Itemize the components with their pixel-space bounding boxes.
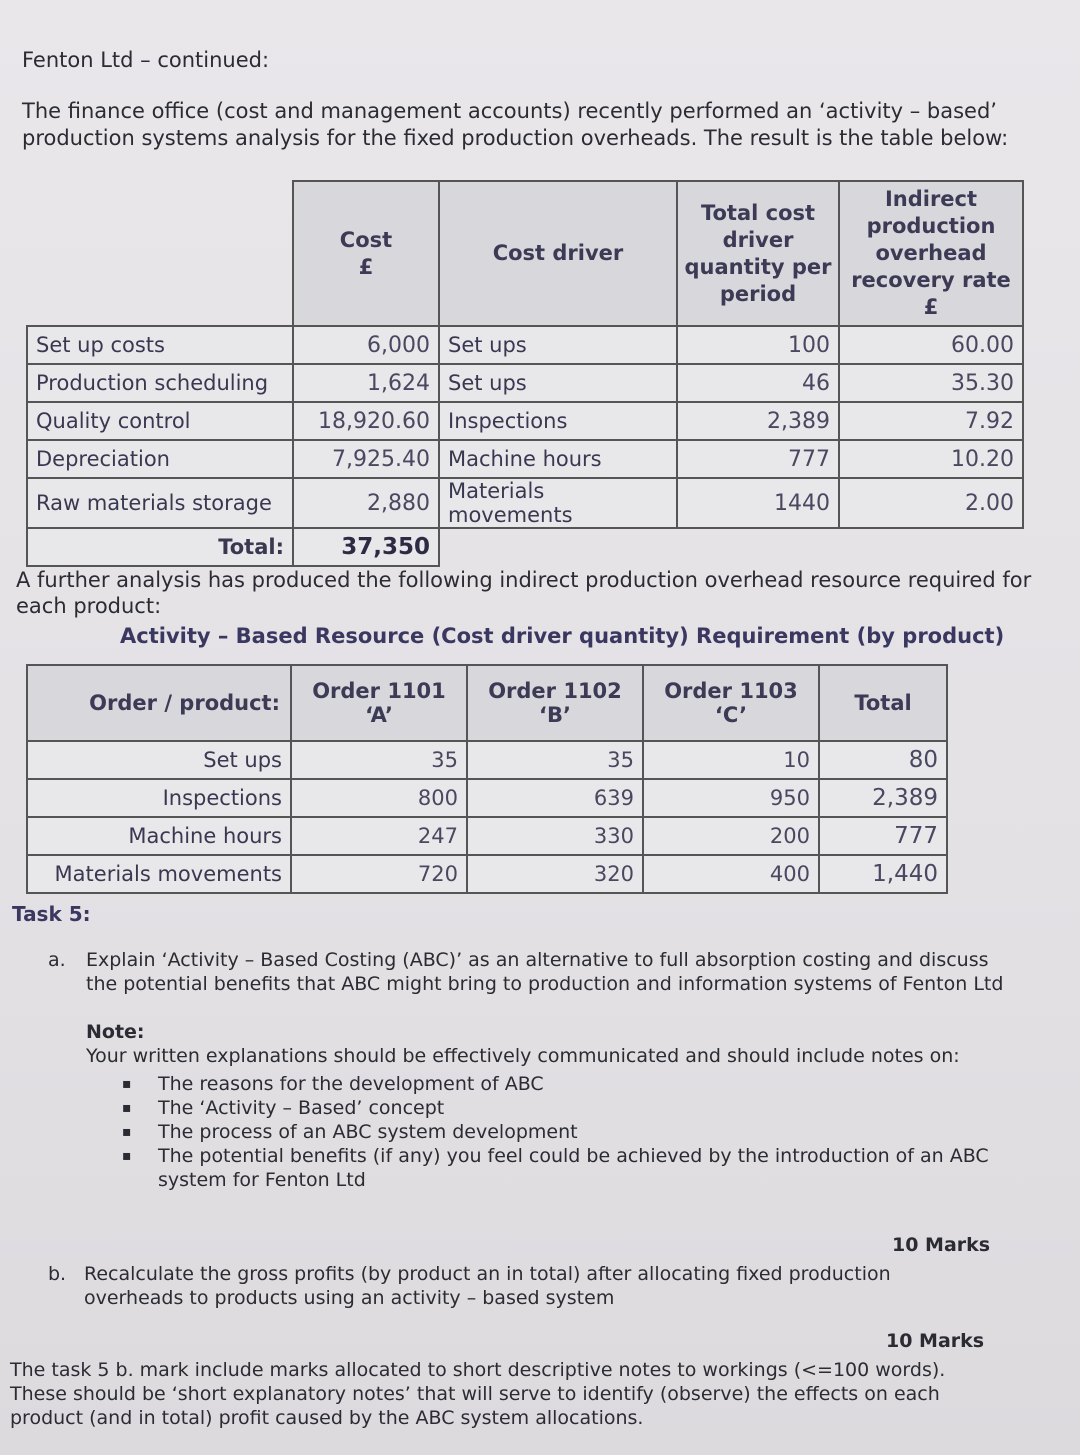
row-label: Set up costs xyxy=(27,326,293,364)
resource-requirement-table xyxy=(26,664,948,894)
note-bullet-list xyxy=(158,1072,1006,1192)
cell-cost: 6,000 xyxy=(293,326,439,364)
header-rate xyxy=(839,181,1023,326)
question-a-text: Explain ‘Activity – Based Costing (ABC)’ as an alternative to full absorption costing and discuss the potential benefits that ABC might bring to production and information systems of Fenton Ltd xyxy=(86,949,1004,995)
list-item: ▪ The process of an ABC system development xyxy=(158,1120,1006,1144)
row-label: Production scheduling xyxy=(27,364,293,402)
row-label: Raw materials storage xyxy=(27,478,293,528)
total-row xyxy=(27,528,1023,566)
intro-paragraph: The finance office (cost and management accounts) recently performed an ‘activity – based’ production systems analysis for the fixed production overheads. The result is the table below: xyxy=(22,99,1009,150)
row-label: Inspections xyxy=(27,779,291,817)
cell-order-c: 400 xyxy=(643,855,819,893)
header-total: Total xyxy=(819,665,947,741)
cell-quantity: 1440 xyxy=(677,478,839,528)
overhead-analysis-table xyxy=(26,180,1024,567)
task-label: Task 5: xyxy=(12,902,91,926)
cell-rate: 7.92 xyxy=(839,402,1023,440)
header-order-c-number: Order 1103 xyxy=(664,679,798,703)
header-order-product: Order / product: xyxy=(27,665,291,741)
cell-quantity: 100 xyxy=(677,326,839,364)
table-row xyxy=(27,478,1023,528)
list-item: ▪ The ‘Activity – Based’ concept xyxy=(158,1096,1006,1120)
cell-order-c: 10 xyxy=(643,741,819,779)
table-row xyxy=(27,855,947,893)
question-a-marks: 10 Marks xyxy=(892,1234,991,1256)
table-row xyxy=(27,817,947,855)
list-item: ▪ The reasons for the development of ABC xyxy=(158,1072,1006,1096)
question-a-marker: a. xyxy=(48,949,66,971)
cell-total: 80 xyxy=(819,741,947,779)
header-cost-driver: Cost driver xyxy=(439,181,677,326)
table-row xyxy=(27,402,1023,440)
cell-driver: Inspections xyxy=(439,402,677,440)
cell-order-b: 35 xyxy=(467,741,643,779)
cell-rate: 60.00 xyxy=(839,326,1023,364)
cell-total: 1,440 xyxy=(819,855,947,893)
section-heading: Fenton Ltd – continued: xyxy=(22,48,270,72)
header-cost-unit: £ xyxy=(358,254,374,279)
question-b-marker: b. xyxy=(48,1263,67,1285)
header-order-c-letter: ‘C’ xyxy=(714,703,748,727)
question-b xyxy=(48,1262,988,1310)
blank-cell xyxy=(677,528,839,566)
cell-order-a: 800 xyxy=(291,779,467,817)
question-b-text: Recalculate the gross profits (by product an in total) after allocating fixed production overheads to products using an activity – based system xyxy=(84,1263,891,1309)
table-row xyxy=(27,326,1023,364)
cell-order-b: 320 xyxy=(467,855,643,893)
cell-quantity: 46 xyxy=(677,364,839,402)
blank-cell xyxy=(839,528,1023,566)
cell-quantity: 2,389 xyxy=(677,402,839,440)
cell-order-b: 330 xyxy=(467,817,643,855)
header-rate-label: Indirect production overhead recovery rate xyxy=(851,187,1011,292)
cell-cost: 18,920.60 xyxy=(293,402,439,440)
header-order-a-letter: ‘A’ xyxy=(365,703,393,727)
cell-driver: Set ups xyxy=(439,364,677,402)
row-label: Machine hours xyxy=(27,817,291,855)
header-order-a xyxy=(291,665,467,741)
cell-rate: 2.00 xyxy=(839,478,1023,528)
cell-order-a: 720 xyxy=(291,855,467,893)
row-label: Materials movements xyxy=(27,855,291,893)
cell-cost: 7,925.40 xyxy=(293,440,439,478)
question-a xyxy=(48,948,1008,996)
cell-cost: 1,624 xyxy=(293,364,439,402)
cell-driver: Set ups xyxy=(439,326,677,364)
header-order-c xyxy=(643,665,819,741)
blank-cell xyxy=(439,528,677,566)
note-block xyxy=(86,1020,1006,1192)
cell-rate: 35.30 xyxy=(839,364,1023,402)
header-cost xyxy=(293,181,439,326)
header-blank xyxy=(27,181,293,326)
table-row xyxy=(27,741,947,779)
question-b-marks: 10 Marks xyxy=(886,1330,985,1352)
table-header-row xyxy=(27,181,1023,326)
row-label: Set ups xyxy=(27,741,291,779)
row-label: Quality control xyxy=(27,402,293,440)
header-rate-unit: £ xyxy=(923,295,939,319)
header-order-b-letter: ‘B’ xyxy=(539,703,571,727)
cell-order-a: 35 xyxy=(291,741,467,779)
row-label: Depreciation xyxy=(27,440,293,478)
cell-cost: 2,880 xyxy=(293,478,439,528)
header-order-b-number: Order 1102 xyxy=(488,679,622,703)
cell-driver: Machine hours xyxy=(439,440,677,478)
cell-order-a: 247 xyxy=(291,817,467,855)
cell-quantity: 777 xyxy=(677,440,839,478)
cell-total: 777 xyxy=(819,817,947,855)
table-header-row xyxy=(27,665,947,741)
total-value: 37,350 xyxy=(293,528,439,566)
cell-total: 2,389 xyxy=(819,779,947,817)
cell-order-c: 950 xyxy=(643,779,819,817)
cell-driver: Materials movements xyxy=(439,478,677,528)
note-text: Your written explanations should be effectively communicated and should include notes on: xyxy=(86,1045,960,1067)
further-analysis-text: A further analysis has produced the following indirect production overhead resource required for each product: xyxy=(16,568,1032,618)
table-row xyxy=(27,779,947,817)
header-order-a-number: Order 1101 xyxy=(312,679,446,703)
header-cost-label: Cost xyxy=(339,227,393,252)
cell-rate: 10.20 xyxy=(839,440,1023,478)
final-note: The task 5 b. mark include marks allocated to short descriptive notes to workings (<=100 words). These should be ‘short explanatory notes’ that will serve to identify (observe) the effects on each product (and in total) profit caused by the ABC system allocations. xyxy=(10,1359,946,1429)
table-row xyxy=(27,364,1023,402)
cell-order-c: 200 xyxy=(643,817,819,855)
resource-table-title: Activity – Based Resource (Cost driver quantity) Requirement (by product) xyxy=(120,624,1005,648)
header-quantity: Total cost driver quantity per period xyxy=(677,181,839,326)
note-label: Note: xyxy=(86,1021,145,1043)
cell-order-b: 639 xyxy=(467,779,643,817)
list-item: ▪ The potential benefits (if any) you feel could be achieved by the introduction of an ABC system for Fenton Ltd xyxy=(158,1144,1006,1192)
table-row xyxy=(27,440,1023,478)
header-order-b xyxy=(467,665,643,741)
total-label: Total: xyxy=(27,528,293,566)
